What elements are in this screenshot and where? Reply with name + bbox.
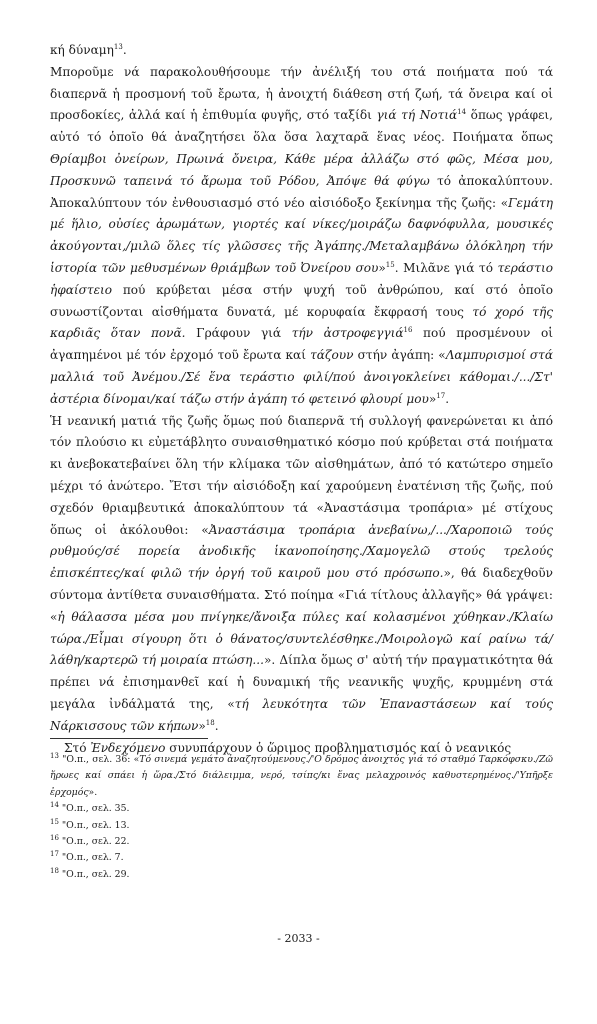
footnote-ref-13: 13: [113, 42, 123, 51]
text-run: », θά διαδεχθοῦν σύντομα ἀντίθετα συναισθήματα. Στό ποίημα «Γιά τίτλους ἀλλαγῆς» θά γράψει: «: [50, 566, 553, 624]
text-run: .: [445, 391, 450, 406]
text-run: συνυπάρχουν ὁ ὥριμος προβληματισμός καί ὁ νεανικός: [165, 740, 512, 755]
italic-run: τήν ἀστροφεγγιά: [291, 326, 404, 341]
text-run: »: [378, 260, 386, 275]
text-run: ὅπως γράφει, αὐτό τό ὁποῖο θά ἀναζητήσει ὅλα ὅσα λαχταρᾶ ἕνας νέος. Ποιήματα ὅπως: [50, 108, 553, 145]
footnote-text: "Ο.π., σελ. 13.: [58, 819, 130, 831]
text-run: Ἡ νεανική ματιά τῆς ζωῆς ὅμως πού διαπερνᾶ τή συλλογή φανερώνεται κι ἀπό τόν πλούσιο κι εὐμετάβλητο συναισθηματικό κόσμο πού κρύβεται στά ποιήματα κι ἀνεβοκατεβαίνει ὅλη τήν κλίμακα τῶν αἰσθημάτων, ἀπό τό κατώτερο σημεῖο μέχρι τό ἀνώτερο. Ἔτσι τήν αἰσιόδοξη καί χαρούμενη ἐνατένιση τῆς ζωῆς, πού σχεδόν θριαμβευτικά ἀποκαλύπτουν τά «Ἀναστάσιμα τροπάρια» μέ στίχους ὅπως οἱ ἀκόλουθοι: «: [50, 413, 553, 537]
italic-run: Λαμπυρισμοί στά μαλλιά τοῦ Ἀνέμου./Σέ ἕνα τεράστιο φιλί/πού ἀνοιγοκλείνει κάθομαι./.../Στ' ἀστέρια δίνομαι/καί τάζω στήν ἀγάπη τό φετεινό φλουρί μου: [50, 348, 554, 406]
footnote-divider: [50, 738, 208, 739]
italic-run: Γεμάτη μέ ἥλιο, οὐσίες ἀρωμάτων, γιορτές καί νίκες/μοιράζω δαφνόφυλλα, μουσικές ἀκούγονται,/μιλῶ ὅλες τίς γλῶσσες τῆς Ἀγάπης./Μεταλαμβάνω ὁλόκληρη τήν ἱστορία τῶν μεθυσμένων θριάμβων τοῦ Ὀνείρου σου: [50, 195, 553, 275]
text-run: πού προσμένουν οἱ ἀγαπημένοι μέ τόν ἐρχομό τοῦ ἔρωτα καί: [50, 326, 554, 363]
footnote-ref-18: 18: [205, 718, 215, 727]
footnote-13: [50, 752, 553, 801]
footnote-text: "Ο.π., σελ. 22.: [58, 836, 130, 848]
text-run: πού κρύβεται μέσα στήν ψυχή τοῦ ἀνθρώπου, καί στό ὁποῖο συνωστίζονται αἰσθήματα δυνατά, μέ κορυφαία ἔκφρασή τους: [50, 282, 553, 319]
text-run: . Μιλᾶνε γιά τό: [394, 260, 498, 275]
text-run: Μποροῦμε νά παρακολουθήσουμε τήν ἀνέλιξή του στά ποιήματα πού τά διαπερνᾶ ἡ προσμονή τοῦ ἔρωτα, ἡ ἀνοιχτή διάθεση στή ζωή, τά ὄνειρα καί οἱ προσδοκίες, ἀλλά καί ἡ ἐπιθυμία φυγῆς, στό ταξίδι: [50, 64, 553, 123]
page-number: - 2033 -: [277, 932, 320, 945]
footnote-ref-17: 17: [436, 391, 446, 400]
footnote-17: [50, 850, 553, 866]
footnote-14: [50, 801, 553, 817]
footnote-number: 16: [50, 833, 59, 842]
italic-run: τή λευκότητα τῶν Ἐπαναστάσεων καί τούς Νάρκισσους τῶν κήπων: [50, 696, 554, 733]
footnote-text: "Ο.π., σελ. 7.: [58, 852, 124, 864]
italic-run: ἡ θάλασσα μέσα μου πνίγηκε/ἄνοιξα πύλες καί κολασμένοι χύθηκαν./Κλαίω τώρα./Εἶμαι σίγουρη ὅτι ὁ θάνατος/συντελέσθηκε./Μοιρολογῶ καί ραίνω τά/λάθη/καρτερῶ τή μοιραία πτώση...: [50, 609, 553, 668]
italic-run: Θρίαμβοι ὀνείρων, Πρωινά ὄνειρα, Κάθε μέρα ἀλλάζω στό φῶς, Μέσα μου, Προσκυνῶ ταπεινά τό ἄρωμα τοῦ Ρόδου, Ἀπόψε θά φύγω: [50, 151, 553, 188]
text-run: »: [198, 718, 206, 733]
italic-run: γιά τή Νοτιά: [376, 108, 458, 123]
footnote-number: 18: [50, 866, 59, 875]
footnote-ref-16: 16: [403, 326, 413, 335]
footnote-number: 14: [50, 801, 59, 810]
text-run: »: [428, 391, 437, 406]
italic-run: τάζουν: [310, 348, 354, 363]
footnote-number: 17: [50, 850, 59, 859]
footnote-ref-text: ».: [88, 786, 98, 798]
footnote-ref-14: 14: [457, 108, 467, 117]
paragraph-3: [50, 411, 553, 738]
paragraph-2: [50, 62, 553, 411]
footnote-18: [50, 867, 553, 883]
footnote-15: [50, 818, 553, 834]
text-run: κή δύναμη: [50, 43, 114, 57]
italic-run: Ἐνδεχόμενο: [90, 740, 166, 755]
italic-run: τεράστιο ἡφαίστειο: [50, 260, 554, 297]
footnote-ref-text: "Ο.π., σελ. 36: «: [58, 754, 140, 765]
italic-run: Ἀναστάσιμα τροπάρια ἀνεβαίνω,/.../Χαροποιῶ τούς ρυθμούς/σέ πορεία ἀνοδικῆς ἱκανοποίησης./Χαμογελῶ στούς τρελούς ἐπισκέπτες/καί φιλῶ τήν ὀργή τοῦ καιροῦ μου στό πρόσωπο.: [50, 522, 553, 581]
text-run: Γράφουν γιά: [185, 326, 292, 341]
footnotes: [50, 752, 553, 883]
italic-run: τό χορό τῆς καρδιᾶς ὅταν πονᾶ.: [50, 304, 553, 341]
text-run: στήν ἀγάπη: «: [353, 348, 446, 363]
text-run: .: [122, 43, 127, 57]
text-run: ». Δίπλα ὅμως σ' αὐτή τήν πραγματικότητα θά πρέπει νά ἐπισημανθεῖ καί ἡ δυναμική τῆς νεανικῆς ψυχῆς, κρυμμένη στά μεγάλα ἰνδάλματά της, «: [50, 653, 553, 711]
text-run: .: [214, 718, 219, 733]
footnote-text: "Ο.π., σελ. 35.: [58, 803, 130, 815]
footnote-16: [50, 834, 553, 850]
footnote-ref-15: 15: [385, 260, 395, 269]
text-run: Στό: [64, 740, 91, 755]
footnote-number: 13: [50, 751, 59, 760]
footnote-number: 15: [50, 817, 59, 826]
footnote-quote: Τό σινεμά γεμάτο ἀναζητούμενους./'Ο δρόμος ἀνοιχτός γιά τό σταθμό Ταρκόφσκυ./Ζῶ ἥρωες καί σπάει ἡ ὥρα./Στό διάλειμμα, νερό, τσίπς/κι ἕνας μελαχροινός καθυστερημένος./'Υπῆρξε ἐρχομός: [50, 754, 553, 798]
text-run: τό ἀποκαλύπτουν. Ἀποκαλύπτουν τόν ἐνθουσιασμό στό νέο αἰσιόδοξο ξεκίνημα τῆς ζωῆς: «: [50, 173, 553, 210]
paragraph-1: [50, 40, 553, 62]
main-text: [50, 40, 553, 759]
footnote-text: "Ο.π., σελ. 29.: [58, 868, 130, 880]
